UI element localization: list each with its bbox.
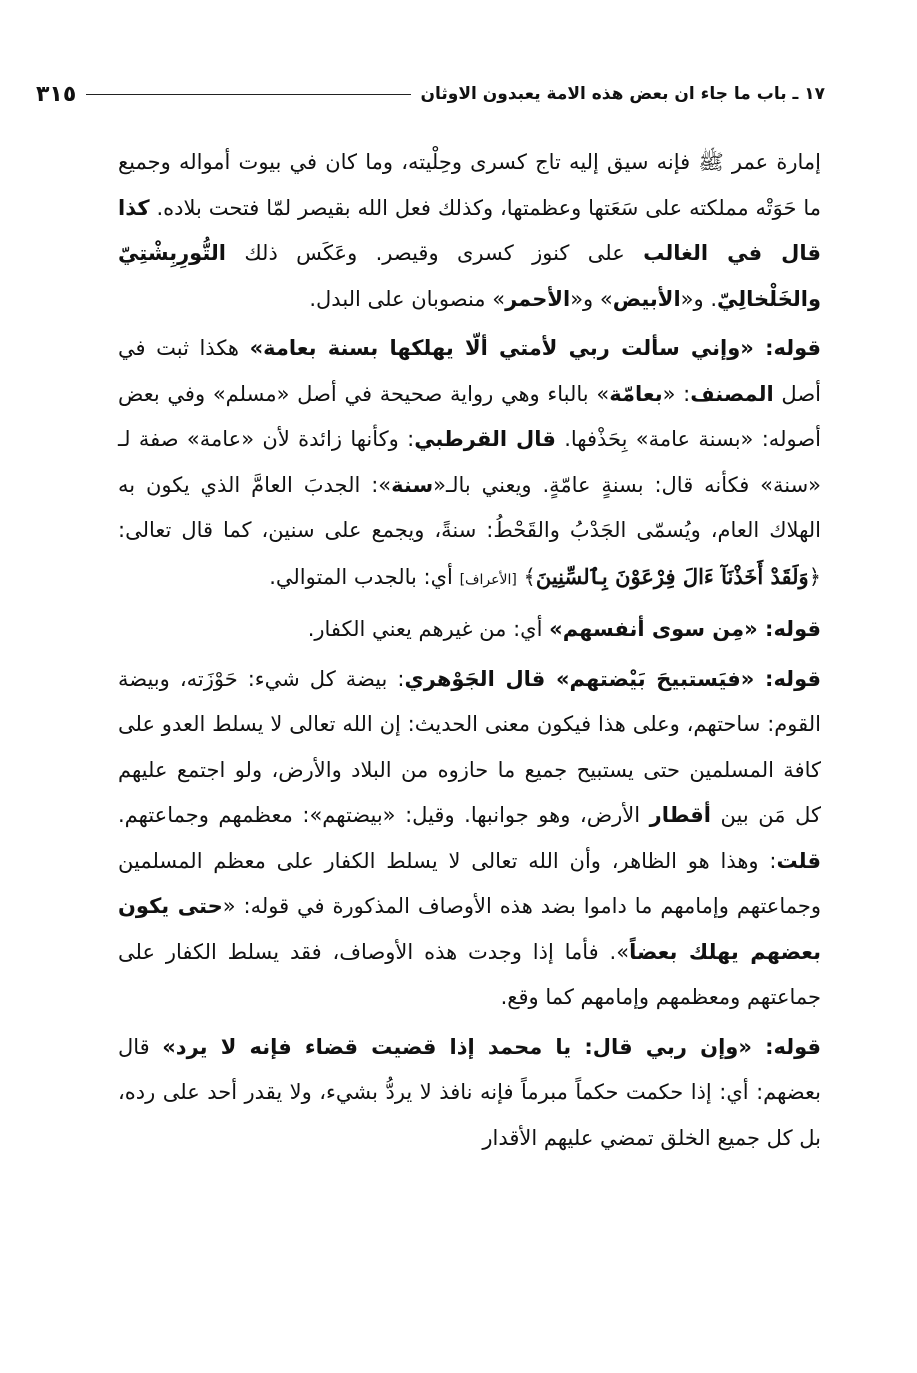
chapter-title: ١٧ ـ باب ما جاء ان بعض هذه الامة يعبدون الاوثان: [420, 84, 825, 104]
header-rule: [86, 94, 410, 95]
page-body: [118, 140, 821, 1161]
text-segment: أي: بالجدب المتوالي.: [269, 564, 460, 589]
bold-text: أقطار: [649, 803, 711, 827]
text-segment: : وكأنها زائدة لأن «عامة» صفة لـ «سنة» فكأنه قال: بسنةٍ عامّةٍ. ويعني بالـ«: [118, 427, 822, 497]
text-segment: أي: من غيرهم يعني الكفار.: [307, 617, 550, 641]
running-header: [36, 76, 825, 112]
bold-text: بعامّة: [609, 381, 663, 406]
bold-text: التُّورِبِشْتِيّ والخَلْخالِيّ: [118, 241, 821, 311]
text-segment: : بيضة كل شيء: حَوْزَته، وبيضة القوم: ساحتهم، وعلى هذا فيكون معنى الحديث: إن الله تعالى لا يسلط العدو على كافة المسلمين حتى يستبيح جميع ما حازوه من البلاد والأرض، ولو اجتمع عليهم كل مَن بين: [118, 666, 821, 827]
page-number: ٣١٥: [36, 81, 77, 107]
paragraph: [118, 657, 821, 1021]
paragraph: [118, 1025, 821, 1162]
bold-text: قوله: «وإني سألت ربي لأمتي ألّا يهلكها بسنة بعامة»: [249, 336, 822, 360]
paragraph: [118, 326, 821, 603]
text-segment: : «: [662, 381, 691, 406]
text-segment: على كنوز كسرى وقيصر. وعَكَس ذلك: [225, 241, 644, 265]
bold-text: الأبيض: [612, 286, 681, 311]
bold-text: قوله: «وإن ربي قال: يا محمد إذا قضيت قضاء فإنه لا يرد»: [162, 1034, 822, 1059]
bold-text: قوله: «مِن سوى أنفسهم»: [549, 617, 821, 641]
bold-text: كذا قال في الغالب: [118, 195, 821, 265]
text-segment: . و«: [680, 286, 717, 311]
bold-text: المصنف: [690, 381, 774, 406]
quran-verse: وَلَقَدْ أَخَذْنَآ ءَالَ فِرْعَوْنَ بِٱلسِّنِينَ: [535, 563, 809, 589]
bold-text: سنة: [391, 472, 434, 497]
text-segment: [الأعراف]: [459, 571, 517, 588]
text-segment: » بالباء وهي رواية صحيحة في أصل «مسلم» وفي بعض أصوله: «بسنة عامة» بِحَذْفها.: [118, 381, 821, 451]
text-segment: قال بعضهم: أي: إذا حكمت حكماً مبرماً فإنه نافذ لا يردُّ بشيء، ولا يقدر أحد على رده، بل كل جميع الخلق تمضي عليهم الأقدار: [118, 1034, 821, 1150]
bold-text: حتى يكون بعضهم يهلك بعضاً: [118, 894, 822, 964]
text-segment: » و«: [570, 286, 613, 311]
bold-text: قوله: «فيَستبيحَ بَيْضتهم» قال الجَوْهري: [404, 666, 821, 691]
text-segment: » منصوبان على البدل.: [309, 286, 506, 311]
text-segment: ﴾: [516, 564, 536, 589]
text-segment: هكذا ثبت في أصل: [118, 336, 821, 406]
text-segment: إمارة عمر ﷺ فإنه سيق إليه تاج كسرى وحِلْيته، وما كان في بيوت أمواله وجميع ما حَوَتْه مملكته على سَعَتها وعظمتها، وكذلك فعل الله بقيصر لمّا فتحت بلاده.: [118, 150, 821, 220]
text-segment: ». فأما إذا وجدت هذه الأوصاف، فقد يسلط الكفار على جماعتهم ومعظمهم وإمامهم كما وقع.: [118, 939, 821, 1009]
text-segment: الأرض، وهو جوانبها. وقيل: «بيضتهم»: معظمهم وجماعتهم.: [118, 803, 650, 827]
text-segment: : وهذا هو الظاهر، وأن الله تعالى لا يسلط الكفار على معظم المسلمين وجماعتهم وإمامهم ما داموا بضد هذه الأوصاف المذكورة في قوله: «: [118, 848, 822, 918]
bold-text: قال القرطبي: [414, 427, 556, 451]
paragraph: [118, 140, 821, 322]
paragraph: [118, 607, 821, 653]
bold-text: قلت: [776, 848, 821, 873]
text-segment: »: الجدبَ العامَّ الذي يكون به الهلاك العام، ويُسمّى الجَدْبُ والقَحْطُ: سنةً، ويجمع على سنين، كما قال تعالى: ﴿: [118, 472, 821, 589]
bold-text: الأحمر: [505, 286, 571, 311]
